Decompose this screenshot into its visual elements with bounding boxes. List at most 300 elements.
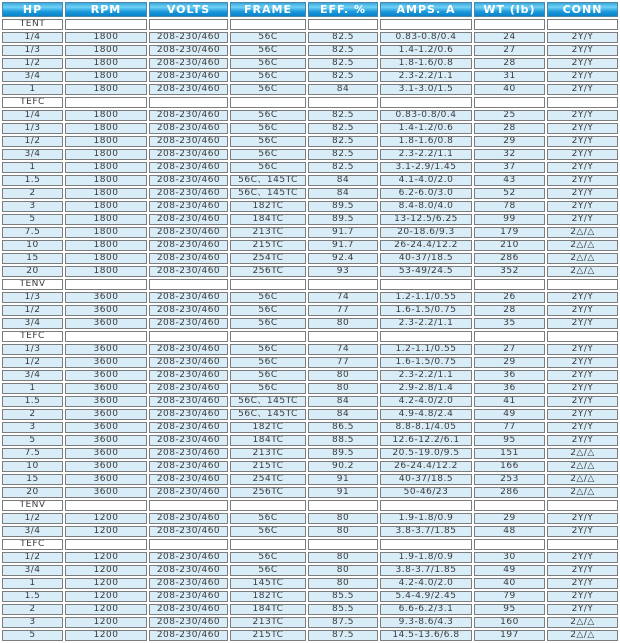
hp-cell: 1/4 xyxy=(2,110,63,121)
frame-cell: 56C xyxy=(230,526,306,537)
amps-cell: 40-37/18.5 xyxy=(380,253,472,264)
conn-cell: 2Y/Y xyxy=(547,123,618,134)
amps-cell: 1.8-1.6/0.8 xyxy=(380,58,472,69)
volts-cell: 208-230/460 xyxy=(149,305,228,316)
volts-cell: 208-230/460 xyxy=(149,253,228,264)
amps-cell: 1.4-1.2/0.6 xyxy=(380,45,472,56)
eff-cell: 82.5 xyxy=(308,45,378,56)
eff-cell: 82.5 xyxy=(308,136,378,147)
rpm-cell: 1800 xyxy=(65,266,147,277)
frame-cell: 56C xyxy=(230,357,306,368)
frame-cell: 182TC xyxy=(230,591,306,602)
volts-cell: 208-230/460 xyxy=(149,604,228,615)
empty-cell xyxy=(230,500,306,511)
rpm-cell: 1800 xyxy=(65,58,147,69)
spec-row xyxy=(2,136,618,147)
spec-row xyxy=(2,214,618,225)
hp-cell: 20 xyxy=(2,487,63,498)
volts-cell: 208-230/460 xyxy=(149,474,228,485)
conn-cell: 2Y/Y xyxy=(547,422,618,433)
volts-cell: 208-230/460 xyxy=(149,227,228,238)
empty-cell xyxy=(474,331,545,342)
wt-cell: 25 xyxy=(474,110,545,121)
empty-cell xyxy=(474,539,545,550)
volts-cell: 208-230/460 xyxy=(149,84,228,95)
amps-cell: 1.9-1.8/0.9 xyxy=(380,513,472,524)
rpm-cell: 1800 xyxy=(65,175,147,186)
rpm-cell: 1800 xyxy=(65,201,147,212)
eff-cell: 91.7 xyxy=(308,240,378,251)
wt-cell: 48 xyxy=(474,526,545,537)
conn-cell: 2△/△ xyxy=(547,253,618,264)
empty-cell xyxy=(149,97,228,108)
hp-cell: 3/4 xyxy=(2,526,63,537)
amps-cell: 12.6-12.2/6.1 xyxy=(380,435,472,446)
rpm-cell: 1800 xyxy=(65,45,147,56)
amps-cell: 3.1-3.0/1.5 xyxy=(380,84,472,95)
frame-cell: 56C xyxy=(230,110,306,121)
spec-row xyxy=(2,435,618,446)
rpm-cell: 1800 xyxy=(65,110,147,121)
eff-cell: 82.5 xyxy=(308,149,378,160)
frame-cell: 182TC xyxy=(230,201,306,212)
amps-cell: 8.8-8.1/4.05 xyxy=(380,422,472,433)
empty-cell xyxy=(65,97,147,108)
amps-cell: 1.4-1.2/0.6 xyxy=(380,123,472,134)
table-body xyxy=(2,19,618,641)
section-label: TEFC xyxy=(2,539,63,550)
conn-cell: 2Y/Y xyxy=(547,513,618,524)
frame-cell: 254TC xyxy=(230,253,306,264)
column-header-hp: HP xyxy=(2,2,63,17)
rpm-cell: 1200 xyxy=(65,552,147,563)
frame-cell: 56C xyxy=(230,318,306,329)
section-label: TEFC xyxy=(2,97,63,108)
eff-cell: 80 xyxy=(308,513,378,524)
conn-cell: 2Y/Y xyxy=(547,45,618,56)
frame-cell: 184TC xyxy=(230,435,306,446)
rpm-cell: 1800 xyxy=(65,162,147,173)
conn-cell: 2Y/Y xyxy=(547,409,618,420)
conn-cell: 2△/△ xyxy=(547,474,618,485)
hp-cell: 3/4 xyxy=(2,318,63,329)
conn-cell: 2Y/Y xyxy=(547,162,618,173)
volts-cell: 208-230/460 xyxy=(149,513,228,524)
frame-cell: 56C xyxy=(230,344,306,355)
empty-cell xyxy=(474,279,545,290)
volts-cell: 208-230/460 xyxy=(149,448,228,459)
volts-cell: 208-230/460 xyxy=(149,526,228,537)
empty-cell xyxy=(149,279,228,290)
rpm-cell: 1800 xyxy=(65,188,147,199)
wt-cell: 37 xyxy=(474,162,545,173)
volts-cell: 208-230/460 xyxy=(149,45,228,56)
rpm-cell: 3600 xyxy=(65,474,147,485)
empty-cell xyxy=(149,331,228,342)
conn-cell: 2Y/Y xyxy=(547,292,618,303)
amps-cell: 6.2-6.0/3.0 xyxy=(380,188,472,199)
header-row xyxy=(2,2,618,17)
empty-cell xyxy=(474,19,545,30)
rpm-cell: 1800 xyxy=(65,123,147,134)
eff-cell: 85.5 xyxy=(308,604,378,615)
wt-cell: 35 xyxy=(474,318,545,329)
empty-cell xyxy=(230,19,306,30)
rpm-cell: 1800 xyxy=(65,136,147,147)
column-header-frame: FRAME xyxy=(230,2,306,17)
eff-cell: 82.5 xyxy=(308,162,378,173)
empty-cell xyxy=(308,97,378,108)
empty-cell xyxy=(380,279,472,290)
amps-cell: 50-46/23 xyxy=(380,487,472,498)
frame-cell: 56C xyxy=(230,370,306,381)
hp-cell: 3 xyxy=(2,201,63,212)
volts-cell: 208-230/460 xyxy=(149,266,228,277)
wt-cell: 36 xyxy=(474,383,545,394)
spec-row xyxy=(2,84,618,95)
eff-cell: 85.5 xyxy=(308,591,378,602)
eff-cell: 92.4 xyxy=(308,253,378,264)
rpm-cell: 3600 xyxy=(65,422,147,433)
spec-row xyxy=(2,591,618,602)
eff-cell: 82.5 xyxy=(308,58,378,69)
conn-cell: 2△/△ xyxy=(547,227,618,238)
volts-cell: 208-230/460 xyxy=(149,162,228,173)
amps-cell: 3.8-3.7/1.85 xyxy=(380,565,472,576)
volts-cell: 208-230/460 xyxy=(149,617,228,628)
spec-row xyxy=(2,71,618,82)
eff-cell: 82.5 xyxy=(308,123,378,134)
rpm-cell: 3600 xyxy=(65,448,147,459)
spec-row xyxy=(2,357,618,368)
spec-row xyxy=(2,305,618,316)
hp-cell: 3/4 xyxy=(2,71,63,82)
rpm-cell: 3600 xyxy=(65,370,147,381)
volts-cell: 208-230/460 xyxy=(149,357,228,368)
frame-cell: 254TC xyxy=(230,474,306,485)
hp-cell: 20 xyxy=(2,266,63,277)
wt-cell: 95 xyxy=(474,435,545,446)
hp-cell: 1/3 xyxy=(2,344,63,355)
conn-cell: 2Y/Y xyxy=(547,71,618,82)
conn-cell: 2Y/Y xyxy=(547,552,618,563)
amps-cell: 1.2-1.1/0.55 xyxy=(380,292,472,303)
eff-cell: 80 xyxy=(308,318,378,329)
spec-row xyxy=(2,45,618,56)
eff-cell: 91 xyxy=(308,487,378,498)
rpm-cell: 3600 xyxy=(65,344,147,355)
rpm-cell: 3600 xyxy=(65,409,147,420)
spec-row xyxy=(2,58,618,69)
empty-cell xyxy=(308,500,378,511)
conn-cell: 2Y/Y xyxy=(547,383,618,394)
section-row xyxy=(2,97,618,108)
conn-cell: 2Y/Y xyxy=(547,175,618,186)
amps-cell: 0.83-0.8/0.4 xyxy=(380,32,472,43)
spec-row xyxy=(2,266,618,277)
section-row xyxy=(2,19,618,30)
empty-cell xyxy=(547,279,618,290)
rpm-cell: 1200 xyxy=(65,565,147,576)
empty-cell xyxy=(547,539,618,550)
eff-cell: 89.5 xyxy=(308,448,378,459)
eff-cell: 86.5 xyxy=(308,422,378,433)
empty-cell xyxy=(547,97,618,108)
eff-cell: 80 xyxy=(308,552,378,563)
wt-cell: 24 xyxy=(474,32,545,43)
spec-row xyxy=(2,110,618,121)
empty-cell xyxy=(380,539,472,550)
section-label: TENV xyxy=(2,500,63,511)
empty-cell xyxy=(149,19,228,30)
spec-row xyxy=(2,162,618,173)
conn-cell: 2△/△ xyxy=(547,487,618,498)
volts-cell: 208-230/460 xyxy=(149,422,228,433)
frame-cell: 56C xyxy=(230,383,306,394)
amps-cell: 4.2-4.0/2.0 xyxy=(380,396,472,407)
hp-cell: 1/2 xyxy=(2,552,63,563)
hp-cell: 3/4 xyxy=(2,370,63,381)
wt-cell: 352 xyxy=(474,266,545,277)
wt-cell: 28 xyxy=(474,58,545,69)
hp-cell: 2 xyxy=(2,188,63,199)
volts-cell: 208-230/460 xyxy=(149,487,228,498)
frame-cell: 56C xyxy=(230,552,306,563)
wt-cell: 99 xyxy=(474,214,545,225)
frame-cell: 56C、145TC xyxy=(230,188,306,199)
conn-cell: 2Y/Y xyxy=(547,136,618,147)
volts-cell: 208-230/460 xyxy=(149,188,228,199)
frame-cell: 56C xyxy=(230,305,306,316)
rpm-cell: 3600 xyxy=(65,487,147,498)
hp-cell: 3 xyxy=(2,422,63,433)
spec-row xyxy=(2,409,618,420)
amps-cell: 14.5-13.6/6.8 xyxy=(380,630,472,641)
rpm-cell: 1800 xyxy=(65,227,147,238)
empty-cell xyxy=(308,279,378,290)
spec-row xyxy=(2,422,618,433)
frame-cell: 56C xyxy=(230,292,306,303)
eff-cell: 82.5 xyxy=(308,110,378,121)
empty-cell xyxy=(308,19,378,30)
rpm-cell: 3600 xyxy=(65,357,147,368)
spec-row xyxy=(2,344,618,355)
frame-cell: 56C、145TC xyxy=(230,175,306,186)
volts-cell: 208-230/460 xyxy=(149,435,228,446)
section-row xyxy=(2,500,618,511)
column-header-rpm: RPM xyxy=(65,2,147,17)
amps-cell: 1.2-1.1/0.55 xyxy=(380,344,472,355)
eff-cell: 87.5 xyxy=(308,630,378,641)
hp-cell: 1/2 xyxy=(2,136,63,147)
volts-cell: 208-230/460 xyxy=(149,552,228,563)
amps-cell: 1.9-1.8/0.9 xyxy=(380,552,472,563)
eff-cell: 91 xyxy=(308,474,378,485)
hp-cell: 15 xyxy=(2,253,63,264)
wt-cell: 43 xyxy=(474,175,545,186)
amps-cell: 8.4-8.0/4.0 xyxy=(380,201,472,212)
rpm-cell: 3600 xyxy=(65,318,147,329)
frame-cell: 56C xyxy=(230,162,306,173)
spec-row xyxy=(2,578,618,589)
volts-cell: 208-230/460 xyxy=(149,565,228,576)
conn-cell: 2Y/Y xyxy=(547,32,618,43)
volts-cell: 208-230/460 xyxy=(149,344,228,355)
wt-cell: 253 xyxy=(474,474,545,485)
amps-cell: 9.3-8.6/4.3 xyxy=(380,617,472,628)
wt-cell: 286 xyxy=(474,253,545,264)
hp-cell: 1 xyxy=(2,578,63,589)
wt-cell: 30 xyxy=(474,552,545,563)
empty-cell xyxy=(380,500,472,511)
conn-cell: 2Y/Y xyxy=(547,591,618,602)
wt-cell: 27 xyxy=(474,45,545,56)
spec-row xyxy=(2,565,618,576)
hp-cell: 2 xyxy=(2,604,63,615)
empty-cell xyxy=(474,97,545,108)
amps-cell: 2.3-2.2/1.1 xyxy=(380,71,472,82)
conn-cell: 2Y/Y xyxy=(547,188,618,199)
wt-cell: 26 xyxy=(474,292,545,303)
conn-cell: 2Y/Y xyxy=(547,305,618,316)
spec-row xyxy=(2,240,618,251)
wt-cell: 29 xyxy=(474,513,545,524)
eff-cell: 74 xyxy=(308,292,378,303)
spec-row xyxy=(2,552,618,563)
wt-cell: 49 xyxy=(474,565,545,576)
section-label: TENT xyxy=(2,19,63,30)
amps-cell: 4.1-4.0/2.0 xyxy=(380,175,472,186)
hp-cell: 10 xyxy=(2,240,63,251)
empty-cell xyxy=(230,279,306,290)
frame-cell: 56C xyxy=(230,45,306,56)
hp-cell: 2 xyxy=(2,409,63,420)
wt-cell: 28 xyxy=(474,123,545,134)
hp-cell: 1/2 xyxy=(2,357,63,368)
spec-row xyxy=(2,448,618,459)
conn-cell: 2Y/Y xyxy=(547,318,618,329)
volts-cell: 208-230/460 xyxy=(149,461,228,472)
conn-cell: 2Y/Y xyxy=(547,604,618,615)
rpm-cell: 3600 xyxy=(65,292,147,303)
wt-cell: 79 xyxy=(474,591,545,602)
frame-cell: 56C xyxy=(230,149,306,160)
wt-cell: 40 xyxy=(474,84,545,95)
hp-cell: 1/2 xyxy=(2,513,63,524)
conn-cell: 2Y/Y xyxy=(547,435,618,446)
amps-cell: 20-18.6/9.3 xyxy=(380,227,472,238)
amps-cell: 53-49/24.5 xyxy=(380,266,472,277)
wt-cell: 31 xyxy=(474,71,545,82)
spec-row xyxy=(2,175,618,186)
frame-cell: 215TC xyxy=(230,240,306,251)
hp-cell: 15 xyxy=(2,474,63,485)
eff-cell: 87.5 xyxy=(308,617,378,628)
column-header-wt: WT (lb) xyxy=(474,2,545,17)
spec-row xyxy=(2,604,618,615)
hp-cell: 1/3 xyxy=(2,292,63,303)
frame-cell: 56C xyxy=(230,513,306,524)
volts-cell: 208-230/460 xyxy=(149,149,228,160)
volts-cell: 208-230/460 xyxy=(149,214,228,225)
column-header-volts: VOLTS xyxy=(149,2,228,17)
amps-cell: 2.3-2.2/1.1 xyxy=(380,318,472,329)
hp-cell: 5 xyxy=(2,435,63,446)
eff-cell: 84 xyxy=(308,84,378,95)
hp-cell: 7.5 xyxy=(2,448,63,459)
rpm-cell: 1800 xyxy=(65,71,147,82)
empty-cell xyxy=(65,500,147,511)
rpm-cell: 3600 xyxy=(65,435,147,446)
wt-cell: 210 xyxy=(474,240,545,251)
rpm-cell: 1200 xyxy=(65,578,147,589)
column-header-conn: CONN xyxy=(547,2,618,17)
spec-row xyxy=(2,32,618,43)
frame-cell: 213TC xyxy=(230,617,306,628)
rpm-cell: 1200 xyxy=(65,604,147,615)
conn-cell: 2Y/Y xyxy=(547,214,618,225)
hp-cell: 7.5 xyxy=(2,227,63,238)
conn-cell: 2Y/Y xyxy=(547,526,618,537)
rpm-cell: 3600 xyxy=(65,396,147,407)
wt-cell: 29 xyxy=(474,357,545,368)
frame-cell: 56C xyxy=(230,84,306,95)
spec-row xyxy=(2,253,618,264)
wt-cell: 179 xyxy=(474,227,545,238)
hp-cell: 1 xyxy=(2,162,63,173)
wt-cell: 286 xyxy=(474,487,545,498)
volts-cell: 208-230/460 xyxy=(149,591,228,602)
frame-cell: 145TC xyxy=(230,578,306,589)
empty-cell xyxy=(149,539,228,550)
table-header xyxy=(2,2,618,17)
spec-row xyxy=(2,461,618,472)
empty-cell xyxy=(230,539,306,550)
conn-cell: 2Y/Y xyxy=(547,344,618,355)
volts-cell: 208-230/460 xyxy=(149,71,228,82)
rpm-cell: 1800 xyxy=(65,84,147,95)
amps-cell: 4.9-4.8/2.4 xyxy=(380,409,472,420)
amps-cell: 3.1-2.9/1.45 xyxy=(380,162,472,173)
empty-cell xyxy=(230,331,306,342)
eff-cell: 80 xyxy=(308,383,378,394)
section-row xyxy=(2,539,618,550)
volts-cell: 208-230/460 xyxy=(149,578,228,589)
eff-cell: 91.7 xyxy=(308,227,378,238)
frame-cell: 256TC xyxy=(230,487,306,498)
volts-cell: 208-230/460 xyxy=(149,370,228,381)
volts-cell: 208-230/460 xyxy=(149,396,228,407)
hp-cell: 1/2 xyxy=(2,58,63,69)
frame-cell: 215TC xyxy=(230,461,306,472)
hp-cell: 1/2 xyxy=(2,305,63,316)
volts-cell: 208-230/460 xyxy=(149,383,228,394)
eff-cell: 80 xyxy=(308,565,378,576)
conn-cell: 2Y/Y xyxy=(547,578,618,589)
hp-cell: 5 xyxy=(2,630,63,641)
section-row xyxy=(2,279,618,290)
conn-cell: 2Y/Y xyxy=(547,58,618,69)
conn-cell: 2Y/Y xyxy=(547,370,618,381)
hp-cell: 3 xyxy=(2,617,63,628)
empty-cell xyxy=(380,97,472,108)
section-label: TENV xyxy=(2,279,63,290)
spec-row xyxy=(2,513,618,524)
amps-cell: 1.6-1.5/0.75 xyxy=(380,357,472,368)
wt-cell: 151 xyxy=(474,448,545,459)
eff-cell: 82.5 xyxy=(308,71,378,82)
empty-cell xyxy=(65,19,147,30)
